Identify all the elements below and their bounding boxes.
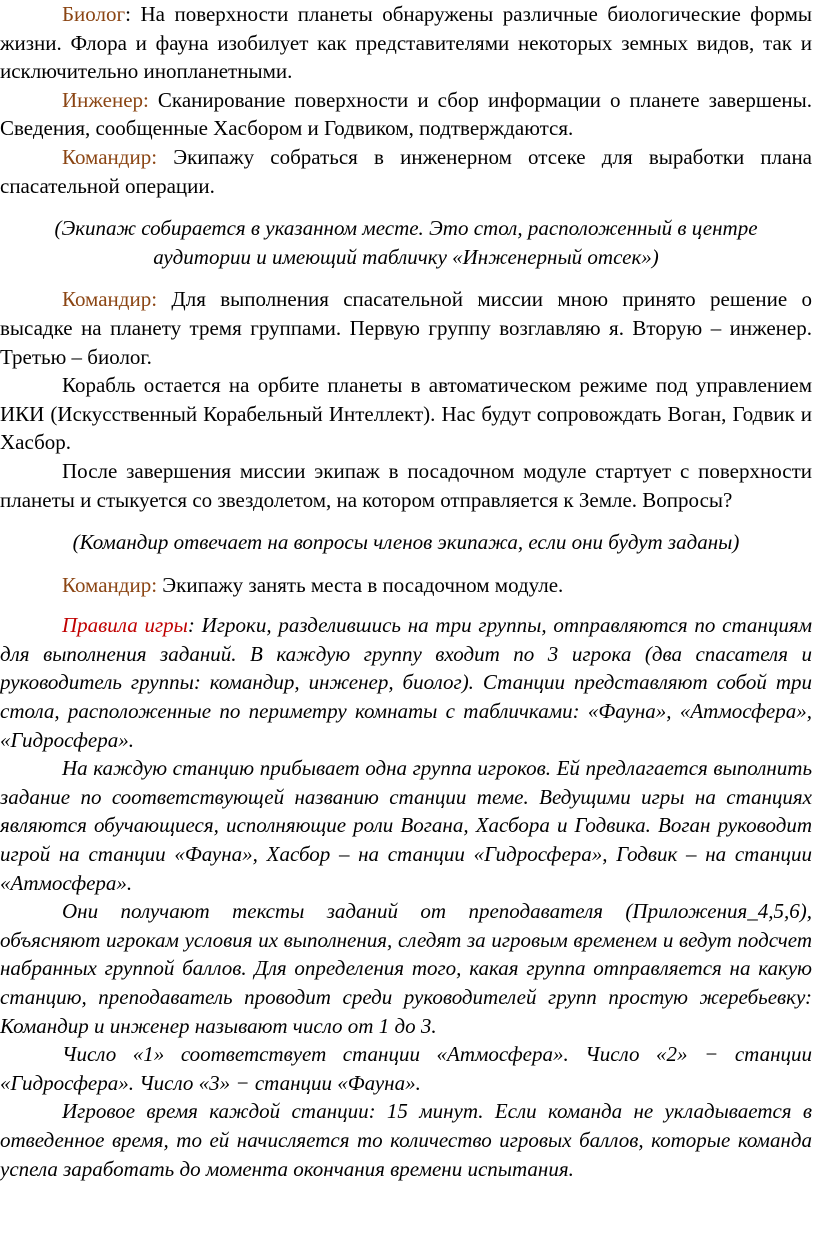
commander-speech-1 (0, 285, 812, 371)
separator (149, 88, 158, 112)
speaker-label: Биолог (62, 2, 126, 26)
stage-direction-questions: (Командир отвечает на вопросы членов экипажа, если они будут заданы) (72, 530, 740, 555)
rules-text: : Игроки, разделившись на три группы, отправляются по станциям для выполнения заданий. В каждую группу входит по 3 игрока (два спасателя и руководитель группы: командир, инженер, биолог). Станции представляют собой три стола, расположенные по периметру комнаты с табличками: «Фауна», «Атмосфера», «Гидросфера». (0, 613, 812, 752)
dialogue-text: Сканирование поверхности и сбор информации о планете завершены. Сведения, сообщенные Хасбором и Годвиком, подтверждаются. (0, 87, 813, 141)
speaker-label: Командир: (62, 144, 158, 169)
speaker-label: Инженер: (62, 87, 149, 112)
commander-speech-2: Корабль остается на орбите планеты в автоматическом режиме под управлением ИКИ (Искусственный Корабельный Интеллект). Нас будут сопровождать Воган, Годвик и Хасбор. (0, 373, 812, 455)
dialogue-commander (0, 143, 812, 200)
rules-paragraph-2: На каждую станцию прибывает одна группа игроков. Ей предлагается выполнить задание по соответствующей названию станции теме. Ведущими игры на станциях являются обучающиеся, исполняющие роли Вогана, Хасбора и Годвика. Воган руководит игрой на станции «Фауна», Хасбор – на станции «Гидросфера», Годвик – на станции «Атмосфера». (0, 756, 812, 895)
separator (157, 145, 173, 169)
rules-paragraph-4: Число «1» соответствует станции «Атмосфера». Число «2» − станции «Гидросфера». Число «3» − станции «Фауна». (0, 1042, 812, 1095)
dialogue-biologist (0, 0, 812, 86)
dialogue-engineer (0, 86, 812, 143)
commander-speech-3: После завершения миссии экипаж в посадочном модуле стартует с поверхности планеты и стыкуется со звездолетом, на котором отправляется к Земле. Вопросы? (0, 458, 812, 512)
dialogue-text: Экипажу занять места в посадочном модуле. (162, 572, 564, 597)
rules-paragraph-5: Игровое время каждой станции: 15 минут. Если команда не укладывается в отведенное время, то ей начисляется то количество игровых баллов, которые команда успела заработать до момента окончания времени испытания. (0, 1099, 812, 1181)
speaker-label: Командир: (62, 287, 158, 312)
dialogue-text: На поверхности планеты обнаружены различные биологические формы жизни. Флора и фауна изобилует как представителями некоторых земных видов, так и исключительно инопланетными. (0, 2, 812, 84)
speaker-label: Командир: (62, 572, 158, 597)
commander-final (0, 571, 812, 600)
rules-paragraph-1 (0, 611, 812, 754)
stage-direction-gather: (Экипаж собирается в указанном месте. Это стол, расположенный в центре аудитории и имеющий табличку «Инженерный отсек») (54, 216, 758, 269)
rules-label: Правила игры (62, 613, 188, 638)
separator (157, 287, 171, 311)
dialogue-text: Экипажу собраться в инженерном отсеке для выработки плана спасательной операции. (0, 144, 812, 198)
dialogue-text: Для выполнения спасательной миссии мною принято решение о высадке на планету тремя группами. Первую группу возглавляю я. Вторую – инженер. Третью – биолог. (0, 287, 812, 369)
separator: : (125, 2, 141, 26)
rules-paragraph-3: Они получают тексты заданий от преподавателя (Приложения_4,5,6), объясняют игрокам условия их выполнения, следят за игровым временем и ведут подсчет набранных группой баллов. Для определения того, какая группа отправляется на какую станцию, преподаватель проводит среди руководителей групп простую жеребьевку: Командир и инженер называют число от 1 до 3. (0, 899, 812, 1038)
